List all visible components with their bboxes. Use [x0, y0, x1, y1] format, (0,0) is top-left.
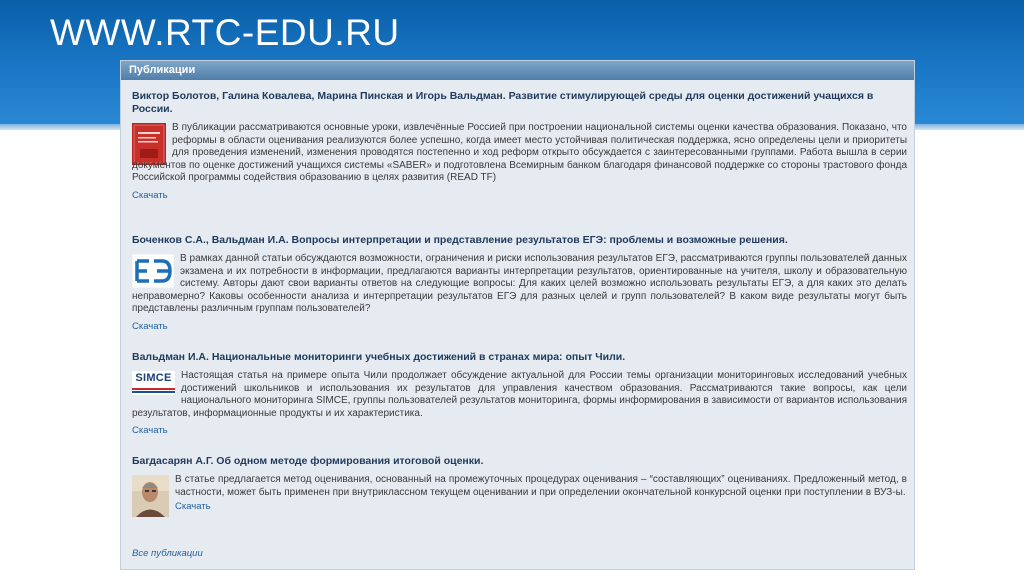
publication-title[interactable]: Багдасарян А.Г. Об одном методе формирования итоговой оценки.	[132, 455, 484, 467]
download-link[interactable]: Скачать	[132, 189, 168, 201]
author-photo-icon	[132, 475, 169, 517]
site-title: WWW.RTC-EDU.RU	[50, 12, 400, 53]
book-cover-icon	[132, 123, 166, 157]
download-link[interactable]: Скачать	[175, 501, 211, 513]
simce-logo-icon	[132, 371, 175, 395]
all-publications-link[interactable]: Все публикации	[132, 548, 203, 559]
publication-item	[132, 90, 907, 203]
publication-body	[132, 122, 907, 185]
publication-item	[132, 455, 907, 519]
publication-title[interactable]: Виктор Болотов, Галина Ковалева, Марина Пинская и Игорь Вальдман. Развитие стимулирующей среды для оценки достижений учащихся в России.	[132, 90, 874, 115]
publication-item	[132, 234, 907, 334]
publication-body	[132, 474, 907, 519]
publication-title[interactable]: Вальдман И.А. Национальные мониторинги учебных достижений в странах мира: опыт Чили.	[132, 351, 626, 363]
publications-panel	[120, 60, 915, 570]
ege-logo-icon	[132, 254, 174, 288]
publication-description: Настоящая статья на примере опыта Чили продолжает обсуждение актуальной для России темы организации мониторинговых исследований учебных достижений школьников и использования их результатов для управления качеством образования. Рассматриваются такие вопросы, как цели национального мониторинга SIMCE, группы пользователей результатов мониторинга, формы информирования в зависимости от вариантов использования результатов, информационные продукты и их характеристика.	[132, 370, 907, 419]
download-link[interactable]: Скачать	[132, 320, 168, 332]
publication-description: В рамках данной статьи обсуждаются возможности, ограничения и риски использования результатов ЕГЭ, рассматриваются группы пользователей данных экзамена и их потребности в информации, предлагаются варианты интерпретации результатов, ориентированные на учителя, школу и образовательную систему. Авторы дают свои варианты ответов на следующие вопросы: Для каких целей возможно использовать результаты ЕГЭ, а для каких это делать неправомерно? Каковы особенности анализа и интерпретации результатов ЕГЭ для разных целей и групп пользователей? В каком виде результаты могут быть представлены различным группам пользователей?	[132, 253, 907, 315]
publication-body	[132, 370, 907, 420]
publication-title[interactable]: Боченков С.А., Вальдман И.А. Вопросы интерпретации и представление результатов ЕГЭ: проблемы и возможные решения.	[132, 234, 788, 246]
publication-body	[132, 253, 907, 316]
download-link[interactable]: Скачать	[132, 425, 168, 437]
panel-header: Публикации	[121, 61, 914, 80]
simce-logo-text: SIMCE	[135, 372, 172, 384]
publication-description: В публикации рассматриваются основные уроки, извлечённые Россией при построении национальной системы оценки качества образования. Показано, что реформы в области оценивания реализуются более успешно, когда имеет место устойчивая политическая поддержка, ясно определены цели и приоритеты для проведения изменений, изменения проводятся постепенно и ход реформ открыто обсуждается с заинтересованными группами. Работа вышла в серии документов по оценке достижений учащихся системы «SABER» и подготовлена Всемирным банком благодаря финансовой поддержке со стороны трастового фонда Российской программы содействия образованию в целях развития (READ TF)	[132, 122, 907, 184]
publication-description: В статье предлагается метод оценивания, основанный на промежуточных процедурах оценивания – “составляющих” оцениваниях. Предложенный метод, в частности, может быть применен при внутриклассном текущем оценивании и при определении окончательной конкурсной оценки при поступлении в ВУЗ-ы.	[175, 474, 907, 498]
publication-item	[132, 351, 907, 438]
